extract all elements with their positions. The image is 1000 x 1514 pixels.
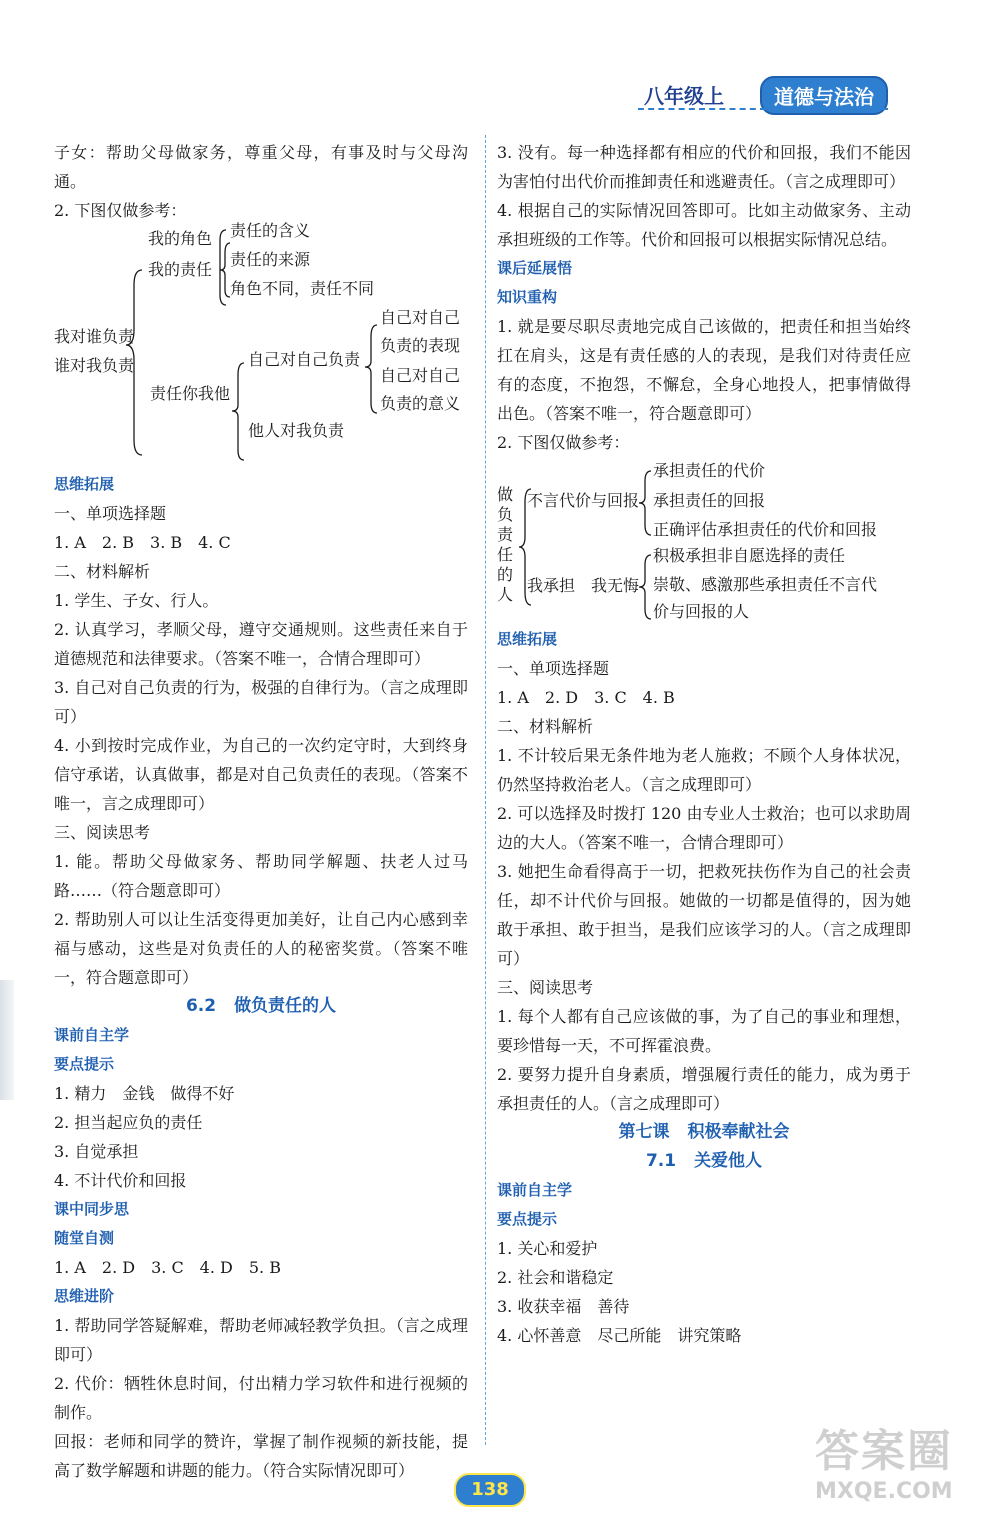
diagram-node: 承担责任的代价 (653, 461, 766, 480)
subject-badge: 道德与法治 (760, 76, 888, 115)
section-heading: 要点提示 (497, 1210, 558, 1228)
answer-line: 1. 不计较后果无条件地为老人施救；不顾个人身体状况，仍然坚持救治老人。（言之成理即可） (497, 746, 911, 794)
answer-line: 3. 没有。每一种选择都有相应的代价和回报，我们不能因为害怕付出代价而推卸责任和逃避责任。（言之成理即可） (497, 143, 911, 191)
answer-line: 2. 下图仅做参考： (497, 433, 630, 452)
section-heading: 知识重构 (497, 288, 558, 306)
section-heading: 课后延展悟 (497, 259, 573, 277)
answer-line: 1. 就是要尽职尽责地完成自己该做的，把责任和担当始终扛在肩头，这是有责任感的人的表现，是我们对待责任应有的态度，不抱怨，不懈怠，全身心地投人，把事情做得出色。（答案不唯一，符合题意即可） (497, 317, 911, 423)
answer-line: 2. 可以选择及时拨打 120 由专业人士救治；也可以求助周边的大人。（答案不唯一，合情合理即可） (497, 804, 911, 852)
watermark (815, 1415, 985, 1505)
diagram-node: 角色不同，责任不同 (230, 279, 375, 298)
diagram-node: 不言代价与回报 (527, 491, 640, 510)
section-heading: 课前自主学 (497, 1181, 573, 1199)
responsibility-diagram (54, 221, 468, 470)
answer-line: 二、材料解析 (54, 562, 151, 581)
grade-label: 八年级上 (644, 84, 724, 108)
answer-line: 1. 每个人都有自己应该做的事，为了自己的事业和理想，要珍惜每一天，不可挥霍浪费。 (497, 1007, 911, 1055)
answer-line: 2. 代价：牺牲休息时间，付出精力学习软件和进行视频的制作。 (54, 1374, 468, 1422)
column-divider (485, 135, 486, 1445)
watermark-logo: 答案圈 (815, 1426, 953, 1477)
answer-line: 2. 社会和谐稳定 (497, 1268, 614, 1287)
watermark-url: MXQE.COM (815, 1479, 953, 1504)
chapter-number: 第七课 (618, 1122, 670, 1142)
page-header (630, 76, 920, 112)
answer-line: 一、单项选择题 (54, 504, 167, 523)
answer-line: 4. 根据自己的实际情况回答即可。比如主动做家务、主动承担班级的工作等。代价和回报可以根据实际情况总结。 (497, 201, 911, 249)
answer-line: 1. 关心和爱护 (497, 1239, 598, 1258)
diagram-node: 正确评估承担责任的代价和回报 (653, 520, 878, 539)
diagram-node: 他人对我负责 (248, 421, 345, 440)
diagram-node: 价与回报的人 (653, 602, 750, 621)
answer-line: 2. 帮助别人可以让生活变得更加美好，让自己内心感到幸福与感动，这些是对负责任的人的秘密奖赏。（答案不唯一，符合题意即可） (54, 910, 468, 987)
diagram-node: 责任的来源 (230, 250, 311, 269)
section-heading: 思维拓展 (54, 475, 115, 493)
answer-line: 子女：帮助父母做家务，尊重父母，有事及时与父母沟通。 (54, 143, 468, 191)
answer-line: 4. 小到按时完成作业，为自己的一次约定守时，大到终身信守承诺，认真做事，都是对自己负责任的表现。（答案不唯一，言之成理即可） (54, 736, 468, 813)
header-underline (638, 108, 888, 110)
page-edge-shadow (0, 980, 14, 1100)
lesson-number: 7.1 (645, 1151, 677, 1171)
diagram-node: 我的角色 (148, 229, 213, 248)
section-heading: 思维进阶 (54, 1287, 115, 1305)
diagram-node: 承担责任的回报 (653, 491, 766, 510)
answer-line: 1. 精力 金钱 做得不好 (54, 1084, 235, 1103)
section-heading: 随堂自测 (54, 1229, 115, 1247)
diagram-node: 自己对自己 (380, 366, 461, 385)
answer-line: 1. A 2. D 3. C 4. D 5. B (54, 1258, 281, 1277)
answer-line: 三、阅读思考 (54, 823, 151, 842)
answer-line: 1. A 2. B 3. B 4. C (54, 533, 231, 552)
answer-line: 3. 她把生命看得高于一切，把救死扶伤作为自己的社会责任，却不计代价与回报。她做的一切都是值得的，因为她敢于承担、敢于担当，是我们应该学习的人。（言之成理即可） (497, 862, 911, 968)
responsible-person-diagram (497, 457, 911, 625)
diagram-node: 谁对我负责 (54, 356, 135, 375)
diagram-node: 责任你我他 (150, 384, 231, 403)
diagram-node: 我承担 我无悔 (527, 576, 640, 595)
answer-line: 3. 自己对自己负责的行为，极强的自律行为。（言之成理即可） (54, 678, 468, 726)
answer-line: 2. 认真学习，孝顺父母，遵守交通规则。这些责任来自于道德规范和法律要求。（答案不唯一，合情合理即可） (54, 620, 468, 668)
answer-line: 二、材料解析 (497, 717, 594, 736)
diagram-node: 自己对自己 (380, 308, 461, 327)
diagram-node: 我对谁负责 (54, 327, 135, 346)
answer-line: 三、阅读思考 (497, 978, 594, 997)
lesson-title (497, 1147, 911, 1176)
section-heading: 要点提示 (54, 1055, 115, 1073)
diagram-node: 负责的意义 (380, 394, 461, 413)
answer-line: 3. 收获幸福 善待 (497, 1297, 630, 1316)
answer-line: 4. 心怀善意 尽己所能 讲究策略 (497, 1326, 742, 1345)
answer-line: 4. 不计代价和回报 (54, 1171, 187, 1190)
right-column (497, 138, 911, 1350)
diagram-node: 崇敬、感激那些承担责任不言代 (653, 575, 878, 594)
chapter-name: 积极奉献社会 (687, 1122, 790, 1142)
answer-line: 2. 下图仅做参考： (54, 201, 187, 220)
answer-line: 2. 要努力提升自身素质，增强履行责任的能力，成为勇于承担责任的人。（言之成理即可） (497, 1065, 911, 1113)
answer-line: 回报：老师和同学的赞许，掌握了制作视频的新技能，提高了数学解题和讲题的能力。（符合实际情况即可） (54, 1432, 468, 1480)
diagram-node: 负责的表现 (380, 336, 461, 355)
diagram-node: 自己对自己负责 (248, 350, 361, 369)
answer-line: 1. 学生、子女、行人。 (54, 591, 219, 610)
diagram-node: 责任的含义 (230, 221, 311, 240)
diagram-brackets (497, 457, 911, 625)
section-heading: 课前自主学 (54, 1026, 130, 1044)
section-heading: 课中同步思 (54, 1200, 130, 1218)
lesson-number: 6.2 (185, 996, 217, 1016)
answer-line: 1. 能。帮助父母做家务、帮助同学解题、扶老人过马路……（符合题意即可） (54, 852, 468, 900)
lesson-title (54, 992, 468, 1021)
diagram-node: 积极承担非自愿选择的责任 (653, 546, 846, 565)
page-number: 138 (454, 1473, 526, 1507)
answer-line: 1. 帮助同学答疑解难，帮助老师减轻教学负担。（言之成理即可） (54, 1316, 468, 1364)
answer-line: 2. 担当起应负的责任 (54, 1113, 203, 1132)
section-heading: 思维拓展 (497, 630, 558, 648)
answer-line: 1. A 2. D 3. C 4. B (497, 688, 675, 707)
answer-line: 3. 自觉承担 (54, 1142, 139, 1161)
lesson-name: 关爱他人 (694, 1151, 763, 1171)
chapter-title (497, 1118, 911, 1147)
answer-line: 一、单项选择题 (497, 659, 610, 678)
diagram-node: 我的责任 (148, 260, 213, 279)
diagram-node: 做负责任的人 (497, 485, 514, 604)
left-column (54, 138, 468, 1485)
lesson-name: 做负责任的人 (234, 996, 337, 1016)
